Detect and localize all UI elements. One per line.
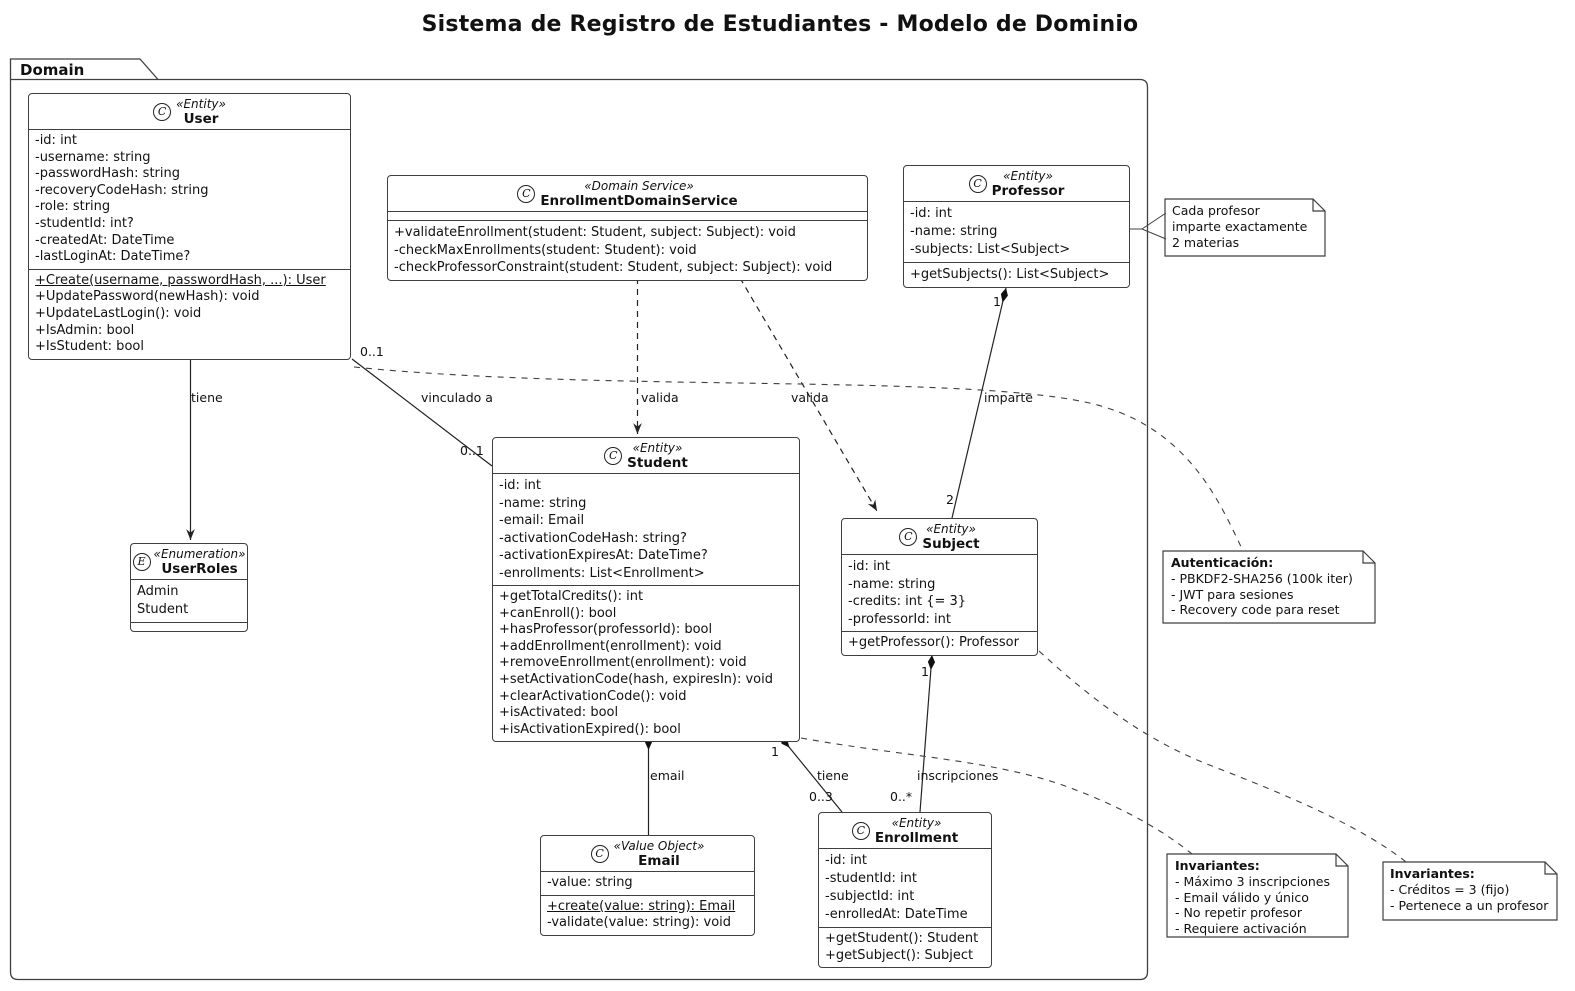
enum-name: UserRoles: [161, 561, 238, 577]
attribute: -id: int: [825, 853, 868, 868]
class-c-icon: C: [899, 528, 917, 546]
method: +canEnroll(): bool: [499, 605, 617, 621]
note-line: - Email válido y único: [1175, 889, 1309, 905]
attribute: -enrollments: List<Enrollment>: [499, 565, 705, 581]
multiplicity-inscripciones-subject: 1: [921, 664, 929, 679]
note-line: - JWT para sesiones: [1171, 586, 1294, 602]
class-service-attributes: [388, 211, 867, 220]
method: +clearActivationCode(): void: [499, 688, 687, 704]
method: +IsAdmin: bool: [35, 322, 135, 338]
attribute: -role: string: [35, 199, 111, 215]
stereotype-label: «Entity»: [1003, 169, 1053, 183]
note-auth-text: [1171, 555, 1353, 618]
method: +hasProfessor(professorId): bool: [499, 622, 713, 638]
edge-label-email: email: [650, 768, 685, 783]
class-professor-attributes: [904, 201, 1129, 262]
method: +getTotalCredits(): int: [499, 589, 644, 604]
class-c-icon: C: [591, 845, 609, 863]
method: +UpdateLastLogin(): void: [35, 305, 202, 321]
class-service-methods: [388, 220, 867, 280]
method: +getStudent(): Student: [825, 931, 979, 946]
method: +getProfessor(): Professor: [848, 635, 1019, 650]
stereotype-label: «Entity»: [176, 97, 226, 111]
enum-userroles-values: [131, 579, 247, 622]
attribute: -id: int: [848, 559, 891, 574]
method: +validateEnrollment(student: Student, subject: Subject): void: [394, 225, 796, 240]
stereotype-label: «Enumeration»: [153, 547, 246, 561]
note-title: Invariantes:: [1175, 858, 1260, 873]
class-professor: [903, 165, 1130, 288]
method: +getSubjects(): List<Subject>: [910, 267, 1110, 282]
attribute: -professorId: int: [848, 611, 951, 627]
frame-tab-label: Domain: [20, 61, 85, 79]
class-email-methods: [541, 895, 754, 935]
enum-userroles-header: [131, 544, 247, 579]
method: +UpdatePassword(newHash): void: [35, 289, 260, 305]
class-name: Student: [627, 455, 688, 471]
multiplicity-tiene-student: 1: [771, 744, 779, 759]
note-line: - Requiere activación: [1175, 921, 1307, 937]
edge-label-tiene: tiene: [191, 390, 223, 405]
attribute: -recoveryCodeHash: string: [35, 182, 209, 198]
class-c-icon: C: [517, 185, 535, 203]
class-enrollment-attributes: [819, 848, 991, 927]
class-name: Subject: [922, 536, 980, 552]
class-c-icon: C: [852, 822, 870, 840]
stereotype-label: «Entity»: [891, 816, 942, 830]
note-title: Invariantes:: [1390, 866, 1475, 881]
attribute: -subjectId: int: [825, 889, 915, 904]
attribute: -id: int: [910, 206, 953, 221]
class-name: EnrollmentDomainService: [540, 193, 738, 209]
static-method: +Create(username, passwordHash, ...): User: [35, 272, 326, 288]
class-subject: [841, 518, 1038, 656]
class-enrollment-methods: [819, 927, 991, 967]
static-method: +create(value: string): Email: [547, 898, 736, 914]
stereotype-label: «Entity»: [926, 522, 976, 536]
class-email: [540, 835, 755, 936]
class-student: [492, 437, 800, 742]
class-name: Enrollment: [874, 830, 959, 846]
edge-label-imparte: imparte: [984, 390, 1033, 405]
note-line: - No repetir profesor: [1175, 905, 1302, 921]
class-enrollment-header: [819, 813, 991, 848]
class-c-icon: C: [153, 103, 171, 121]
class-enrollment: [818, 812, 992, 968]
class-user: [28, 93, 351, 360]
attribute: -studentId: int?: [35, 215, 134, 231]
method: -checkMaxEnrollments(student: Student): void: [394, 242, 697, 258]
attribute: -enrolledAt: DateTime: [825, 907, 968, 922]
note-line: - Pertenece a un profesor: [1390, 897, 1549, 913]
multiplicity-tiene-enroll: 0..3: [809, 789, 833, 804]
stereotype-label: «Value Object»: [613, 839, 705, 853]
note-invariants-student-text: [1175, 858, 1330, 937]
enum-e-icon: E: [133, 553, 151, 571]
class-user-attributes: [29, 129, 350, 269]
class-subject-attributes: [842, 554, 1037, 631]
multiplicity-student-end: 0..1: [460, 443, 484, 458]
class-user-header: [29, 94, 350, 129]
multiplicity-inscripciones-enroll: 0..*: [890, 789, 913, 804]
note-invariants-subject-text: [1390, 866, 1548, 913]
note-line: 2 materias: [1172, 234, 1240, 250]
class-service-header: [388, 176, 867, 211]
class-c-icon: C: [604, 447, 622, 465]
attribute: -name: string: [499, 495, 587, 511]
diagram-title: Sistema de Registro de Estudiantes - Modelo de Dominio: [421, 12, 1139, 37]
method: -checkProfessorConstraint(student: Student, subject: Subject): void: [394, 260, 833, 275]
note-line: - Recovery code para reset: [1171, 602, 1340, 618]
attribute: -credits: int {= 3}: [848, 594, 967, 609]
multiplicity-imparte-subject: 2: [946, 492, 954, 507]
attribute: -id: int: [35, 133, 78, 148]
class-student-header: [493, 438, 799, 473]
multiplicity-user-end: 0..1: [360, 344, 384, 359]
class-student-attributes: [493, 473, 799, 585]
enum-value: Admin: [137, 584, 179, 599]
note-line: - Créditos = 3 (fijo): [1390, 881, 1510, 897]
class-subject-methods: [842, 631, 1037, 655]
class-student-methods: [493, 585, 799, 741]
attribute: -email: Email: [499, 513, 585, 528]
attribute: -name: string: [848, 576, 936, 592]
link-subject-invariants-note: [1039, 651, 1406, 862]
note-line: - Máximo 3 inscripciones: [1175, 873, 1330, 889]
note-line: imparte exactamente: [1172, 218, 1308, 234]
method: +removeEnrollment(enrollment): void: [499, 655, 747, 671]
note-line: - PBKDF2-SHA256 (100k iter): [1171, 570, 1353, 586]
class-c-icon: C: [969, 175, 987, 193]
note-professor-text: [1172, 203, 1307, 250]
class-professor-header: [904, 166, 1129, 201]
attribute: -subjects: List<Subject>: [910, 242, 1071, 257]
class-name: User: [183, 111, 219, 127]
edge-label-tiene-enrollment: tiene: [817, 768, 849, 783]
edge-label-vinculado-a: vinculado a: [421, 390, 493, 405]
attribute: -id: int: [499, 478, 542, 493]
method: +addEnrollment(enrollment): void: [499, 638, 722, 654]
method: +isActivated: bool: [499, 705, 619, 721]
attribute: -activationCodeHash: string?: [499, 530, 687, 546]
attribute: -passwordHash: string: [35, 166, 180, 182]
class-user-methods: [29, 269, 350, 359]
multiplicity-imparte-professor: 1: [993, 294, 1001, 309]
method: +getSubject(): Subject: [825, 947, 974, 963]
edge-label-valida-student: valida: [641, 390, 679, 405]
attribute: -value: string: [547, 875, 633, 890]
class-name: Email: [638, 853, 680, 869]
edge-label-valida-subject: valida: [791, 390, 829, 405]
stereotype-label: «Entity»: [632, 441, 683, 455]
class-enrollment-domain-service: [387, 175, 868, 281]
method: +setActivationCode(hash, expiresIn): void: [499, 671, 774, 687]
attribute: -createdAt: DateTime: [35, 232, 175, 248]
note-title: Autenticación:: [1171, 555, 1274, 570]
attribute: -username: string: [35, 149, 151, 165]
attribute: -lastLoginAt: DateTime?: [35, 249, 191, 265]
enum-userroles: [130, 543, 248, 632]
method: +isActivationExpired(): bool: [499, 721, 681, 737]
class-subject-header: [842, 519, 1037, 554]
stereotype-label: «Domain Service»: [584, 179, 694, 193]
note-line: Cada profesor: [1172, 203, 1260, 218]
method: -validate(value: string): void: [547, 915, 732, 931]
attribute: -studentId: int: [825, 871, 917, 886]
enum-value: Student: [137, 602, 189, 617]
attribute: -activationExpiresAt: DateTime?: [499, 548, 708, 563]
class-name: Professor: [991, 183, 1065, 199]
class-email-header: [541, 836, 754, 871]
edge-label-inscripciones: inscripciones: [917, 768, 999, 783]
method: +IsStudent: bool: [35, 339, 144, 355]
enum-userroles-methods: [131, 622, 247, 631]
class-professor-methods: [904, 262, 1129, 287]
attribute: -name: string: [910, 224, 998, 239]
class-email-attributes: [541, 871, 754, 895]
